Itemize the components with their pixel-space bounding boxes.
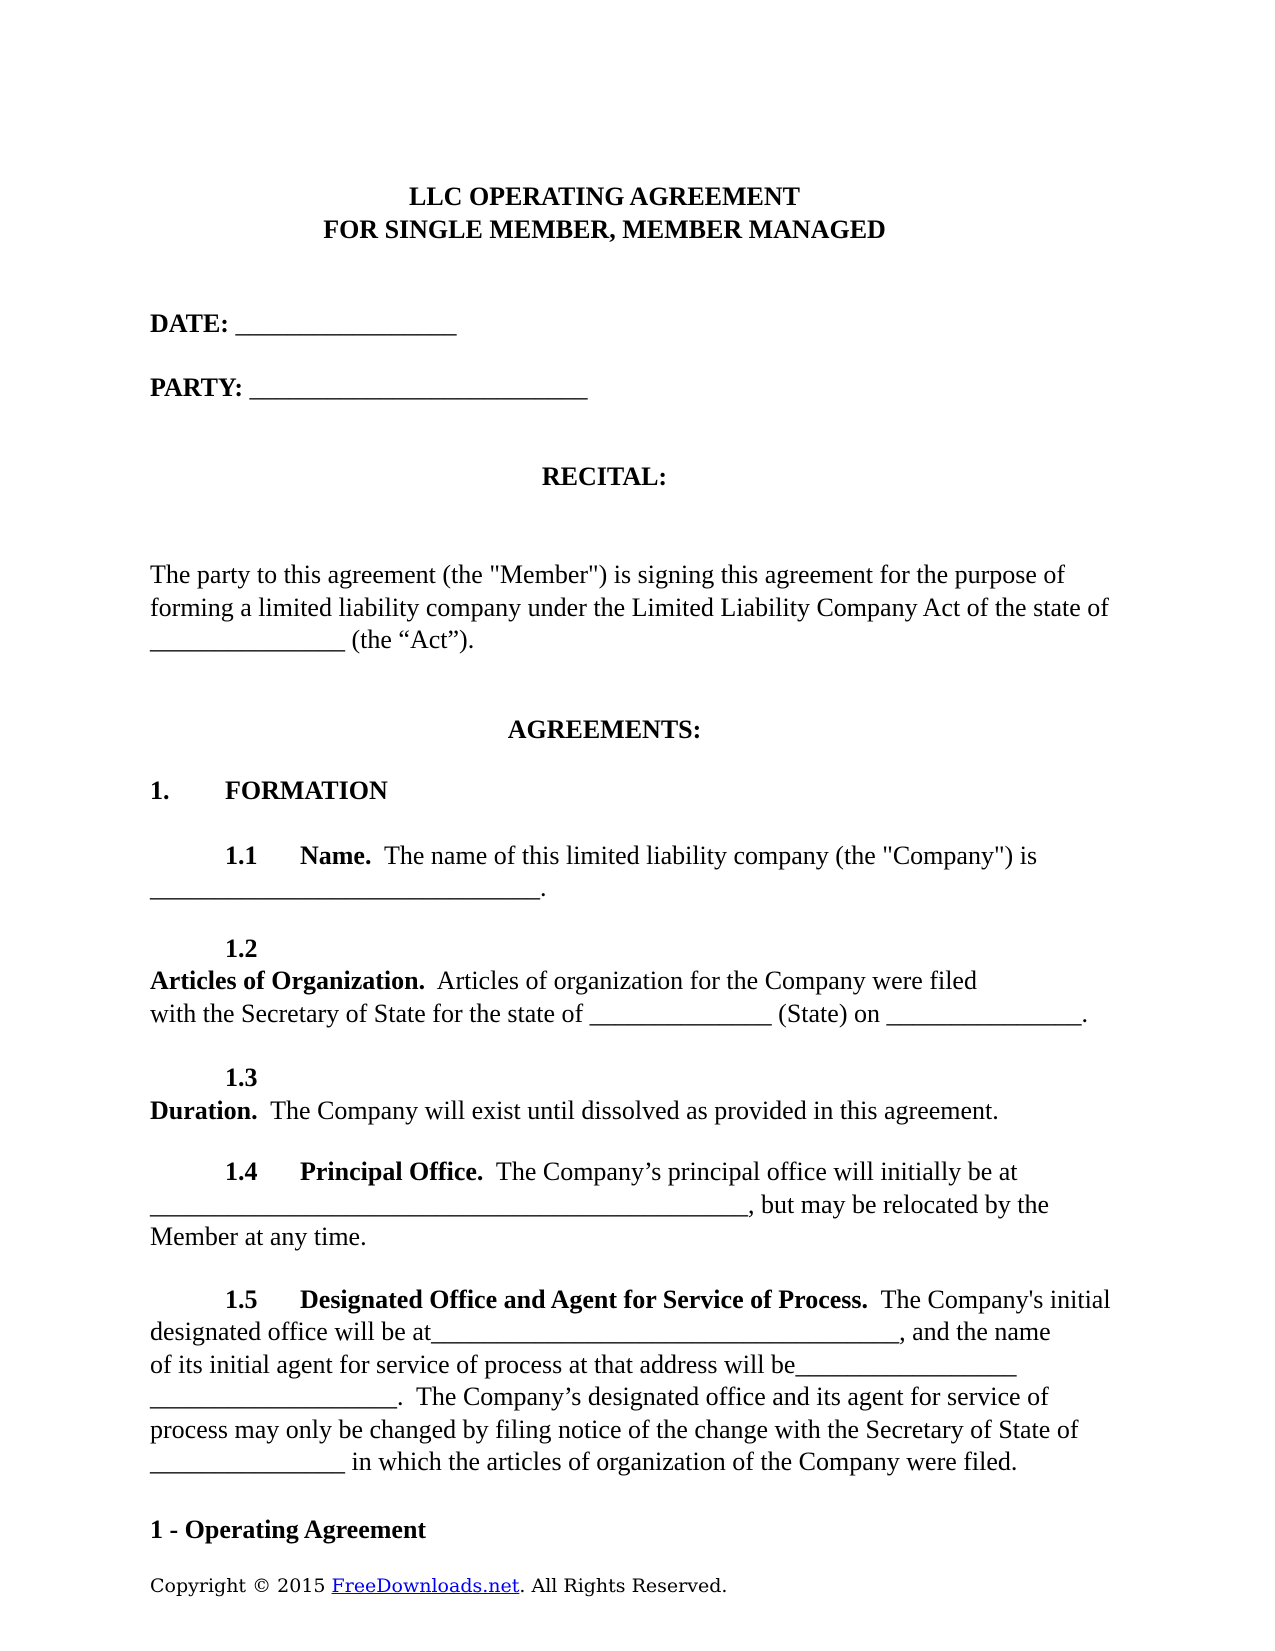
- section-line: Member at any time.: [150, 1222, 367, 1251]
- copyright-line: [150, 1574, 1125, 1598]
- section-heading: Duration.: [150, 1095, 258, 1125]
- date-blank: _________________: [228, 309, 457, 338]
- section-line: _______________ in which the articles of organization of the Company were filed.: [150, 1447, 1018, 1476]
- section-number: 1.3: [225, 1063, 258, 1092]
- party-blank: __________________________: [242, 372, 588, 402]
- section-line: with the Secretary of State for the state of ______________ (State) on _______________.: [150, 998, 1088, 1028]
- section-line: ______________________________________________, but may be relocated by the: [150, 1189, 1050, 1219]
- recital-line-2: forming a limited liability company under the Limited Liability Company Act of the state of: [150, 592, 1109, 622]
- section-line: of its initial agent for service of process at that address will be_________________: [150, 1349, 1017, 1379]
- section-1-5: [150, 1284, 1125, 1479]
- section-heading: Articles of Organization.: [150, 966, 426, 995]
- section-line: ______________________________.: [150, 873, 547, 902]
- date-field-line: [150, 308, 1125, 341]
- section-text: Articles of organization for the Company were filed: [425, 966, 977, 995]
- recital-heading: RECITAL:: [541, 462, 668, 491]
- party-field-line: [150, 372, 1125, 405]
- section-text: The Company's initial: [868, 1284, 1111, 1314]
- section-number: 1.1: [225, 840, 258, 870]
- section-text: The Company’s principal office will initially be at: [483, 1157, 1018, 1186]
- agreements-heading: AGREEMENTS:: [507, 714, 702, 744]
- recital-paragraph: [150, 527, 1125, 657]
- section-number: 1.2: [225, 933, 258, 963]
- recital-line-3: _______________ (the “Act”).: [150, 625, 475, 654]
- article-number: 1.: [150, 776, 170, 805]
- section-1-1: [150, 840, 1125, 905]
- section-line: process may only be changed by filing notice of the change with the Secretary of State of: [150, 1414, 1079, 1444]
- section-1-3: [150, 1062, 1125, 1127]
- section-heading: Designated Office and Agent for Service of Process.: [300, 1284, 869, 1314]
- section-text: The name of this limited liability company (the "Company") is: [371, 840, 1038, 870]
- copyright-suffix: . All Rights Reserved.: [519, 1575, 728, 1597]
- recital-line-1: The party to this agreement (the "Member") is signing this agreement for the purpose of: [150, 560, 1066, 589]
- section-heading: Name.: [300, 840, 372, 870]
- section-number: 1.5: [225, 1284, 258, 1314]
- section-heading: Principal Office.: [300, 1157, 484, 1186]
- section-number: 1.4: [225, 1157, 258, 1186]
- article-1-heading: [150, 775, 1125, 808]
- article-title: FORMATION: [225, 776, 388, 805]
- freedownloads-link[interactable]: FreeDownloads.net: [331, 1575, 520, 1597]
- party-label: PARTY:: [150, 372, 243, 402]
- section-line: ___________________. The Company’s designated office and its agent for service of: [150, 1382, 1049, 1411]
- title-line-2: FOR SINGLE MEMBER, MEMBER MANAGED: [323, 214, 886, 244]
- section-line: designated office will be at____________________________________, and the name: [150, 1317, 1051, 1346]
- page-footer-label: 1 - Operating Agreement: [150, 1514, 427, 1544]
- title-line-1: LLC OPERATING AGREEMENT: [408, 182, 800, 211]
- section-1-2: [150, 933, 1125, 1031]
- section-text: The Company will exist until dissolved as provided in this agreement.: [257, 1095, 999, 1125]
- section-1-4: [150, 1156, 1125, 1254]
- date-label: DATE:: [150, 309, 229, 338]
- copyright-prefix: Copyright © 2015: [150, 1575, 332, 1597]
- document-title: [150, 181, 1125, 246]
